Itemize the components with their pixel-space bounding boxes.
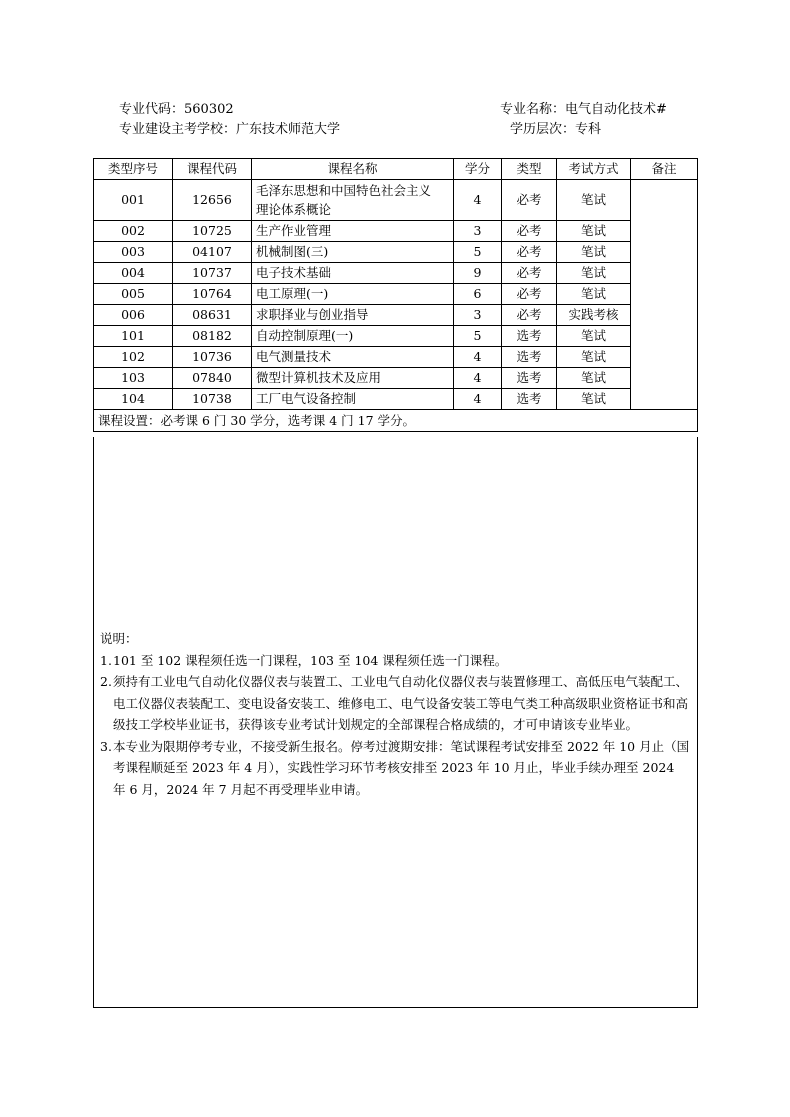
course-code-cell: 10764: [173, 284, 252, 305]
course-code-cell: 07840: [173, 368, 252, 389]
credit-cell: 4: [454, 368, 502, 389]
note-number: 2.: [100, 674, 112, 689]
column-header: 学分: [454, 159, 502, 180]
credit-cell: 4: [454, 347, 502, 368]
note-text: 须持有工业电气自动化仪器仪表与装置工、工业电气自动化仪器仪表与装置修理工、高低压电气装配工、电工仪器仪表装配工、变电设备安装工、维修电工、电气设备安装工等电气类工种高级职业资格证书和高级技工学校毕业证书，获得该专业考试计划规定的全部课程合格成绩的，才可申请该专业毕业。: [113, 674, 689, 732]
course-type-cell: 选考: [502, 326, 557, 347]
course-name-cell: 电工原理(一): [252, 284, 454, 305]
course-name-cell: 微型计算机技术及应用: [252, 368, 454, 389]
exam-method-cell: 笔试: [557, 263, 631, 284]
credit-cell: 6: [454, 284, 502, 305]
type-seq-cell: 003: [94, 242, 173, 263]
table-row: [94, 347, 698, 368]
note-number: 3.: [100, 738, 112, 754]
course-type-cell: 必考: [502, 284, 557, 305]
table-row: [94, 368, 698, 389]
exam-method-cell: 实践考核: [557, 305, 631, 326]
exam-method-cell: 笔试: [557, 368, 631, 389]
column-header: 考试方式: [557, 159, 631, 180]
type-seq-cell: 103: [94, 368, 173, 389]
column-header: 类型序号: [94, 159, 173, 180]
major-code: 专业代码：560302: [119, 102, 234, 117]
note-text: 101 至 102 课程须任选一门课程，103 至 104 课程须任选一门课程。: [113, 652, 508, 668]
credit-cell: 3: [454, 305, 502, 326]
note-text: 本专业为限期停考专业，不接受新生报名。停考过渡期安排：笔试课程考试安排至 2022 年 10 月止（国考课程顺延至 2023 年 4 月），实践性学习环节考核安排至 2023 年 10 月止，毕业手续办理至 2024 年 6 月，2024 年 7 月起不再受理毕业申请。: [113, 738, 690, 797]
exam-method-cell: 笔试: [557, 221, 631, 242]
major-name: 专业名称：电气自动化技术#: [500, 102, 667, 117]
note-item: [100, 671, 690, 736]
course-code-cell: 08631: [173, 305, 252, 326]
course-type-cell: 必考: [502, 221, 557, 242]
host-school: 专业建设主考学校：广东技术师范大学: [119, 122, 341, 137]
course-type-cell: 必考: [502, 263, 557, 284]
credit-cell: 3: [454, 221, 502, 242]
exam-method-cell: 笔试: [557, 389, 631, 410]
course-name-cell: 求职择业与创业指导: [252, 305, 454, 326]
table-row: [94, 221, 698, 242]
note-number: 1.: [100, 652, 112, 668]
table-row: [94, 389, 698, 410]
course-name-cell: 自动控制原理(一): [252, 326, 454, 347]
course-type-cell: 必考: [502, 305, 557, 326]
course-name-cell: 机械制图(三): [252, 242, 454, 263]
table-header-row: [94, 159, 698, 180]
course-type-cell: 选考: [502, 347, 557, 368]
course-name-cell: 工厂电气设备控制: [252, 389, 454, 410]
course-code-cell: 10738: [173, 389, 252, 410]
course-name-line: 理论体系概论: [256, 202, 332, 217]
exam-method-cell: 笔试: [557, 284, 631, 305]
type-seq-cell: 004: [94, 263, 173, 284]
course-settings-row: [94, 410, 698, 432]
column-header: 课程名称: [252, 159, 454, 180]
table-row: [94, 284, 698, 305]
course-type-cell: 选考: [502, 368, 557, 389]
course-name-line: 毛泽东思想和中国特色社会主义: [256, 183, 432, 198]
course-code-cell: 08182: [173, 326, 252, 347]
course-code-cell: 10725: [173, 221, 252, 242]
note-item: [100, 736, 690, 801]
column-header: 类型: [502, 159, 557, 180]
type-seq-cell: 101: [94, 326, 173, 347]
column-header: 课程代码: [173, 159, 252, 180]
exam-method-cell: 笔试: [557, 242, 631, 263]
type-seq-cell: 104: [94, 389, 173, 410]
table-row: [94, 263, 698, 284]
exam-method-cell: 笔试: [557, 326, 631, 347]
credit-cell: 5: [454, 242, 502, 263]
course-name-cell: 生产作业管理: [252, 221, 454, 242]
course-code-cell: 10737: [173, 263, 252, 284]
credit-cell: 9: [454, 263, 502, 284]
column-header: 备注: [631, 159, 698, 180]
notes-title: 说明：: [100, 631, 138, 646]
course-type-cell: 必考: [502, 180, 557, 221]
course-name-cell: 电气测量技术: [252, 347, 454, 368]
type-seq-cell: 001: [94, 180, 173, 221]
course-name-cell: [252, 180, 454, 221]
table-row: [94, 242, 698, 263]
remarks-cell: [631, 180, 698, 410]
note-item: [100, 650, 690, 672]
type-seq-cell: 102: [94, 347, 173, 368]
course-type-cell: 必考: [502, 242, 557, 263]
course-table: [93, 158, 698, 432]
type-seq-cell: 006: [94, 305, 173, 326]
course-name-cell: 电子技术基础: [252, 263, 454, 284]
type-seq-cell: 002: [94, 221, 173, 242]
type-seq-cell: 005: [94, 284, 173, 305]
table-row: [94, 180, 698, 221]
exam-method-cell: 笔试: [557, 347, 631, 368]
notes-section: [100, 628, 690, 800]
credit-cell: 4: [454, 389, 502, 410]
table-row: [94, 326, 698, 347]
exam-method-cell: 笔试: [557, 180, 631, 221]
table-row: [94, 305, 698, 326]
course-code-cell: 12656: [173, 180, 252, 221]
credit-cell: 4: [454, 180, 502, 221]
education-level: 学历层次：专科: [510, 122, 602, 137]
credit-cell: 5: [454, 326, 502, 347]
course-code-cell: 10736: [173, 347, 252, 368]
course-type-cell: 选考: [502, 389, 557, 410]
course-settings-summary: 课程设置：必考课 6 门 30 学分，选考课 4 门 17 学分。: [94, 410, 698, 432]
course-code-cell: 04107: [173, 242, 252, 263]
